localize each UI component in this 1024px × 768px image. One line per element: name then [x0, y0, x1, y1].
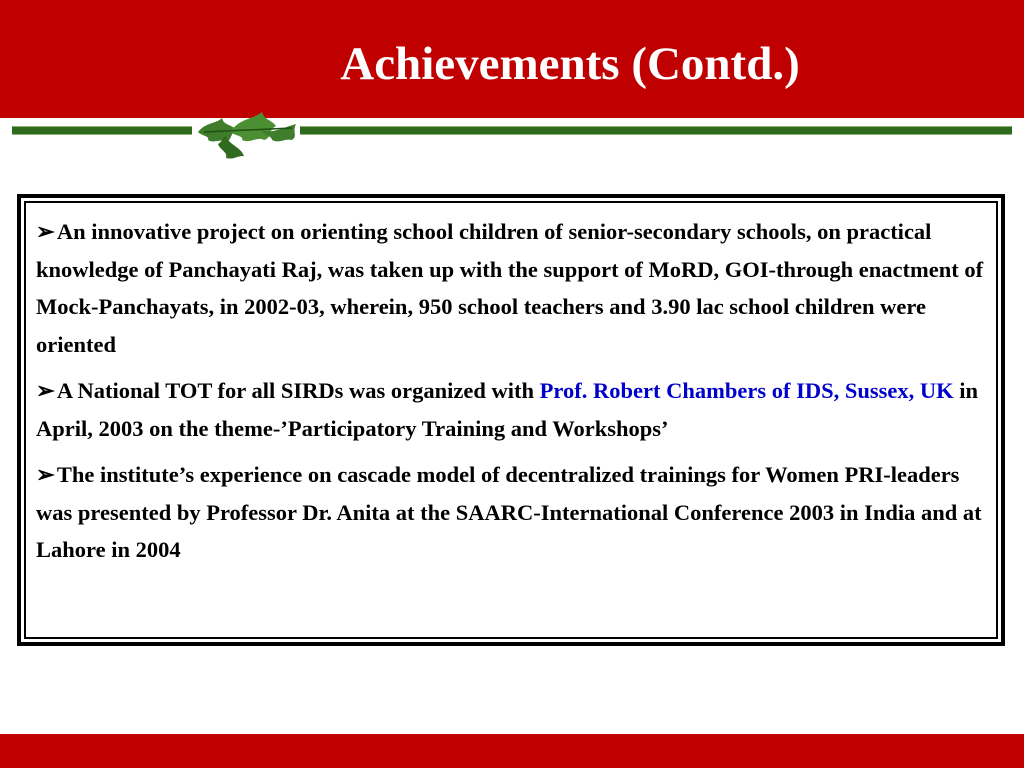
bullet-1-text: An innovative project on orienting school children of senior-secondary schools, on practical knowledge of Panchayati Raj, was taken up with the support of MoRD, GOI-through enactment of Mock-Panchayats, in 2002-03, wherein, 950 school teachers and 3.90 lac school children were oriented — [36, 219, 984, 357]
bullet-arrow-icon: ➢ — [36, 378, 55, 403]
bullet-2-text-before: A National TOT for all SIRDs was organized with — [56, 378, 540, 403]
bullet-arrow-icon: ➢ — [36, 219, 55, 244]
slide-title: Achievements (Contd.) — [340, 38, 800, 90]
bullet-2-highlight: Prof. Robert Chambers of IDS, Sussex, UK — [539, 378, 954, 403]
content-box — [17, 194, 1005, 646]
content-inner-frame — [24, 201, 998, 639]
divider-line-left — [12, 127, 192, 134]
divider-line-right — [300, 127, 1012, 134]
holly-divider — [0, 110, 1024, 160]
bullet-3 — [36, 456, 988, 569]
bullet-2-text-after: in April, 2003 on the theme-’Participatory Training and Workshops’ — [36, 378, 979, 441]
bullet-1 — [36, 213, 988, 363]
bullet-2 — [36, 372, 988, 447]
bullet-3-text: The institute’s experience on cascade model of decentralized trainings for Women PRI-leaders was presented by Professor Dr. Anita at the SAARC-International Conference 2003 in India and at Lahore in 2004 — [36, 462, 982, 562]
footer-band — [0, 734, 1024, 768]
bullet-arrow-icon: ➢ — [36, 462, 55, 487]
holly-leaf-icon — [198, 112, 296, 159]
